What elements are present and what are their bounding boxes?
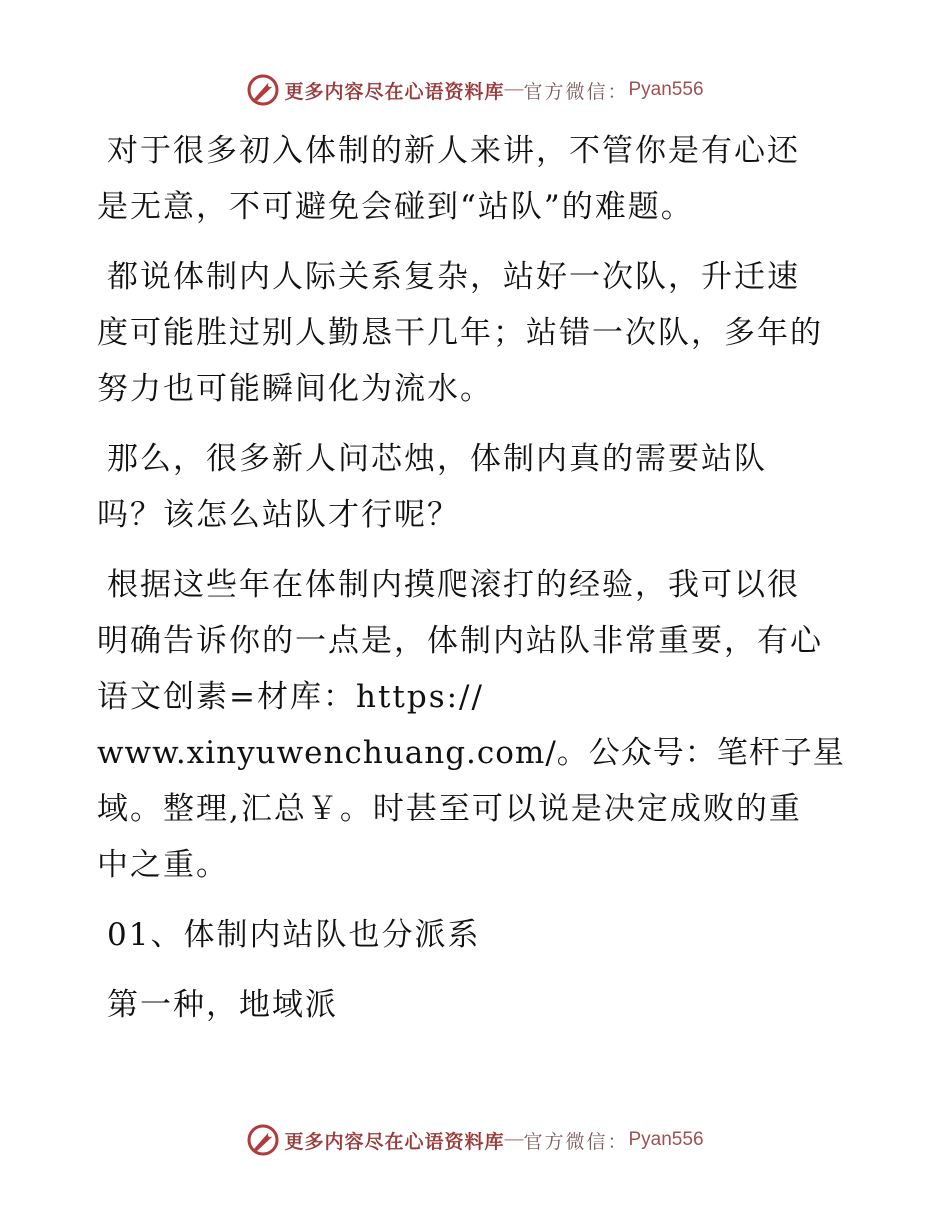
banner-main-text: 更多内容尽在心语资料库 (284, 81, 505, 103)
text-line: 域。整理,汇总￥。时甚至可以说是决定成败的重 (97, 791, 802, 827)
paragraph (97, 557, 857, 893)
banner-main-text: 更多内容尽在心语资料库 (284, 1131, 505, 1153)
header-banner (0, 70, 950, 110)
text-line: 吗？该怎么站队才行呢？ (97, 497, 460, 533)
document-body (97, 123, 857, 1047)
banner-wechat-id: Pyan556 (628, 1129, 704, 1150)
text-line: 度可能胜过别人勤恳干几年；站错一次队，多年的 (97, 315, 823, 351)
text-line: www.xinyuwenchuang.com/。公众号：笔杆子星 (97, 735, 845, 771)
banner-dash: — (504, 1129, 524, 1150)
banner-wechat-id: Pyan556 (628, 79, 704, 100)
banner-dash: — (504, 79, 524, 100)
paragraph (97, 249, 857, 417)
banner-wechat-label: 官方微信： (523, 1131, 629, 1153)
text-line: 第一种，地域派 (107, 987, 338, 1023)
text-line: 对于很多初入体制的新人来讲，不管你是有心还 (107, 133, 800, 169)
text-line: 语文创素=材库：https:// (97, 679, 484, 715)
text-line: 是无意，不可避免会碰到“站队”的难题。 (97, 189, 694, 225)
pen-nib-logo-icon (246, 73, 280, 107)
section-heading (97, 907, 857, 963)
pen-nib-logo-icon (246, 1123, 280, 1157)
text-line: 都说体制内人际关系复杂，站好一次队，升迁速 (107, 259, 800, 295)
text-line: 根据这些年在体制内摸爬滚打的经验，我可以很 (107, 567, 800, 603)
banner-wechat-label: 官方微信： (523, 81, 629, 103)
text-line: 中之重。 (97, 847, 229, 883)
paragraph (97, 431, 857, 543)
footer-banner (0, 1120, 950, 1160)
subsection-heading (97, 977, 857, 1033)
paragraph (97, 123, 857, 235)
text-line: 明确告诉你的一点是，体制内站队非常重要，有心 (97, 623, 823, 659)
text-line: 努力也可能瞬间化为流水。 (97, 371, 493, 407)
text-line: 01、体制内站队也分派系 (107, 917, 481, 953)
text-line: 那么，很多新人问芯烛，体制内真的需要站队 (107, 441, 767, 477)
